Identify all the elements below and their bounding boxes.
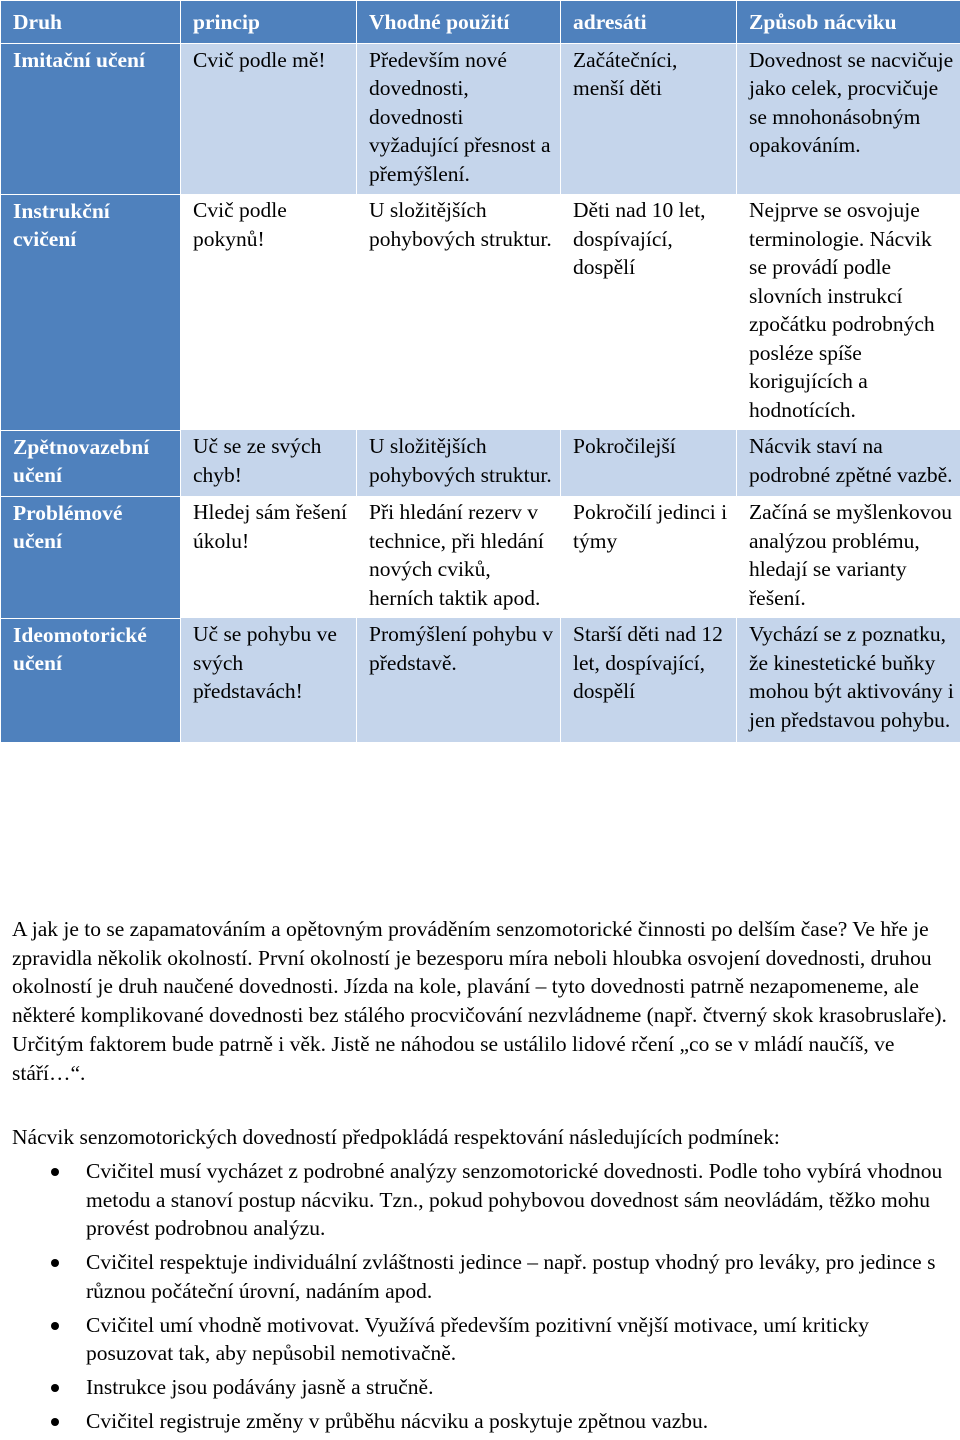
header-princip: princip: [181, 1, 357, 44]
header-vhodne-pouziti: Vhodné použití: [357, 1, 561, 44]
row-type: Ideomotorické učení: [1, 618, 181, 742]
conditions-list: [0, 1157, 948, 1440]
header-zpusob-nacviku: Způsob nácviku: [737, 1, 960, 44]
list-item: [0, 1248, 948, 1305]
row-principle: Uč se ze svých chyb!: [181, 430, 357, 496]
bullet-icon: [51, 1418, 59, 1426]
row-principle: Hledej sám řešení úkolu!: [181, 496, 357, 618]
row-principle: Uč se pohybu ve svých představách!: [181, 618, 357, 742]
table-row: [1, 430, 960, 496]
row-audience: Začátečníci, menší děti: [561, 43, 737, 194]
table-row: [1, 496, 960, 618]
row-usage: Při hledání rezerv v technice, při hledání nových cviků, herních taktik apod.: [357, 496, 561, 618]
row-type: Imitační učení: [1, 43, 181, 194]
list-item: [0, 1311, 948, 1368]
bullet-icon: [51, 1322, 59, 1330]
list-item-text: Cvičitel respektuje individuální zvláštnosti jedince – např. postup vhodný pro leváky, pro jedince s různou počáteční úrovní, nadáním apod.: [86, 1250, 935, 1303]
row-usage: Především nové dovednosti, dovednosti vyžadující přesnost a přemýšlení.: [357, 43, 561, 194]
row-method: Nejprve se osvojuje terminologie. Nácvik se provádí podle slovních instrukcí zpočátku podrobných posléze spíše korigujících a hodnotících.: [737, 194, 960, 430]
conditions-intro: Nácvik senzomotorických dovedností předpokládá respektování následujících podmínek:: [12, 1123, 948, 1152]
row-principle: Cvič podle mě!: [181, 43, 357, 194]
row-method: Začíná se myšlenkovou analýzou problému, hledají se varianty řešení.: [737, 496, 960, 618]
row-method: Nácvik staví na podrobné zpětné vazbě.: [737, 430, 960, 496]
row-type: Zpětnovazební učení: [1, 430, 181, 496]
table-header-row: [1, 1, 960, 44]
list-item-text: Instrukce jsou podávány jasně a stručně.: [86, 1375, 433, 1399]
row-type: Instrukční cvičení: [1, 194, 181, 430]
row-audience: Děti nad 10 let, dospívající, dospělí: [561, 194, 737, 430]
list-item-text: Cvičitel registruje změny v průběhu nácviku a poskytuje zpětnou vazbu.: [86, 1409, 708, 1433]
header-adresati: adresáti: [561, 1, 737, 44]
row-principle: Cvič podle pokynů!: [181, 194, 357, 430]
table-row: [1, 194, 960, 430]
list-item-text: Cvičitel umí vhodně motivovat. Využívá především pozitivní vnější motivace, umí kriticky posuzovat tak, aby nepůsobil nemotivačně.: [86, 1313, 869, 1366]
row-usage: U složitějších pohybových struktur.: [357, 430, 561, 496]
bullet-icon: [51, 1168, 59, 1176]
list-item: [0, 1157, 948, 1243]
row-method: Vychází se z poznatku, že kinestetické buňky mohou být aktivovány i jen představou pohybu.: [737, 618, 960, 742]
row-usage: U složitějších pohybových struktur.: [357, 194, 561, 430]
row-audience: Pokročilejší: [561, 430, 737, 496]
table-row: [1, 618, 960, 742]
list-item-text: Cvičitel musí vycházet z podrobné analýzy senzomotorické dovednosti. Podle toho vybírá vhodnou metodu a stanoví postup nácviku. Tzn., pokud pohybovou dovednost sám neovládám, těžko mohu provést podrobnou analýzu.: [86, 1159, 942, 1240]
list-item: [0, 1407, 948, 1436]
header-druh: Druh: [1, 1, 181, 44]
body-paragraph: A jak je to se zapamatováním a opětovným prováděním senzomotorické činnosti po delším čase? Ve hře je zpravidla několik okolností. První okolností je bezesporu míra neboli hloubka osvojení dovednosti, druhou okolností je druh naučené dovednosti. Jízda na kole, plavání – tyto dovednosti patrně nezapomeneme, ale některé komplikované dovednosti bez stálého procvičování nezvládneme (např. čtverný skok krasobruslaře). Určitým faktorem bude patrně i věk. Jistě ne náhodou se ustálilo lidové rčení „co se v mládí naučíš, ve stáří…“.: [12, 915, 948, 1087]
row-method: Dovednost se nacvičuje jako celek, procvičuje se mnohonásobným opakováním.: [737, 43, 960, 194]
list-item: [0, 1373, 948, 1402]
row-audience: Starší děti nad 12 let, dospívající, dospělí: [561, 618, 737, 742]
table-row: [1, 43, 960, 194]
row-usage: Promýšlení pohybu v představě.: [357, 618, 561, 742]
bullet-icon: [51, 1384, 59, 1392]
bullet-icon: [51, 1259, 59, 1267]
row-audience: Pokročilí jedinci i týmy: [561, 496, 737, 618]
row-type: Problémové učení: [1, 496, 181, 618]
